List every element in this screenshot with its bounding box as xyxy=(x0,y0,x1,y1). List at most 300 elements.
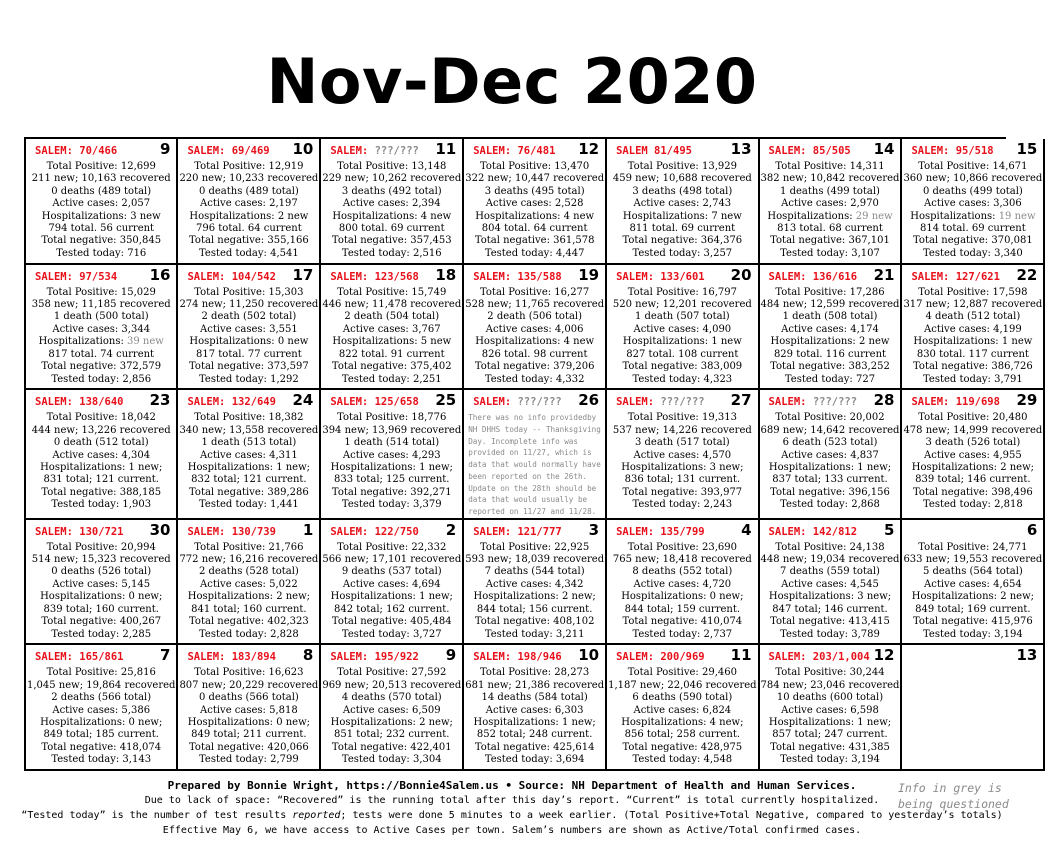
day-cell-header xyxy=(322,267,461,287)
day-cell xyxy=(26,645,178,771)
stat-line: Tested today: 3,304 xyxy=(341,754,442,766)
salem-cases: SALEM: ???/??? xyxy=(616,396,705,409)
day-number: 23 xyxy=(149,391,171,410)
salem-cases: SALEM: 121/777 xyxy=(473,525,562,538)
day-number: 16 xyxy=(149,265,171,284)
page-title: Nov-Dec 2020 xyxy=(266,45,758,118)
stat-line: Total negative: 370,081 xyxy=(913,235,1033,247)
day-cell xyxy=(464,139,607,265)
stat-line: Hospitalizations: 4 new xyxy=(475,336,595,348)
questioned-value: 19 new xyxy=(998,210,1036,222)
day-number: 15 xyxy=(1016,140,1038,158)
day-cell xyxy=(321,390,464,519)
stat-line: 340 new; 13,558 recovered xyxy=(179,424,319,436)
salem-cases: SALEM: 122/750 xyxy=(330,525,419,538)
stat-line: 827 total. 108 current xyxy=(626,348,739,360)
stat-line: Total Positive: 19,313 xyxy=(627,412,737,424)
stat-line: Tested today: 3,211 xyxy=(484,628,585,640)
stat-line: Active cases: 5,145 xyxy=(52,578,151,590)
stat-line: Total negative: 413,415 xyxy=(770,616,890,628)
day-cell-header xyxy=(465,267,604,287)
stat-line: 7 deaths (559 total) xyxy=(780,566,880,578)
stat-line: Hospitalizations: 0 new; xyxy=(187,716,311,728)
day-stats xyxy=(761,287,900,386)
day-cell-header xyxy=(608,647,756,667)
stat-line: 849 total; 211 current. xyxy=(191,729,307,741)
stat-line: 852 total; 248 current. xyxy=(476,729,593,741)
stat-line: Total Positive: 27,592 xyxy=(337,667,447,679)
salem-cases: SALEM: 138/640 xyxy=(35,396,124,409)
questioned-value: 39 new xyxy=(127,336,164,348)
stat-line: 813 total. 68 current xyxy=(777,223,883,235)
day-stats xyxy=(465,667,604,766)
stat-line: Active cases: 4,720 xyxy=(633,578,732,590)
day-cell xyxy=(760,520,903,646)
stat-line: Hospitalizations: 7 new xyxy=(622,210,742,222)
stat-line: Tested today: 2,828 xyxy=(199,628,299,640)
stat-line: 274 new; 11,250 recovered xyxy=(179,299,319,311)
calendar-grid xyxy=(24,137,1043,771)
day-number: 6 xyxy=(1026,520,1038,539)
stat-line: Tested today: 2,856 xyxy=(51,373,152,385)
stat-line: Total Positive: 15,749 xyxy=(337,286,447,298)
day-stats xyxy=(903,412,1042,511)
day-cell-header xyxy=(322,522,461,542)
day-cell xyxy=(178,520,321,646)
stat-line: 0 death (512 total) xyxy=(53,437,149,449)
day-cell-header xyxy=(465,647,604,667)
stat-line: Hospitalizations: 29 new xyxy=(767,210,893,222)
stat-line: 229 new; 10,262 recovered xyxy=(322,173,462,185)
salem-cases: SALEM: 70/466 xyxy=(35,145,118,157)
stat-line: 6 death (523 total) xyxy=(782,437,878,449)
stat-line: Total Positive: 15,029 xyxy=(46,286,156,298)
stat-line: Active cases: 4,311 xyxy=(200,449,298,461)
stat-line: 537 new; 14,226 recovered xyxy=(612,424,752,436)
stat-line: Active cases: 4,570 xyxy=(633,449,732,461)
stat-line: Hospitalizations: 4 new xyxy=(332,210,452,222)
stat-line: Tested today: 4,541 xyxy=(199,247,299,259)
stat-line: Tested today: 4,332 xyxy=(484,373,585,385)
stat-line: 448 new; 19,034 recovered xyxy=(760,554,900,566)
stat-line: 220 new; 10,233 recovered xyxy=(179,173,319,185)
day-stats xyxy=(608,542,756,641)
day-number: 12 xyxy=(873,646,895,665)
day-cell-header xyxy=(761,647,900,667)
stat-line: Active cases: 4,837 xyxy=(781,449,879,461)
stat-line: Hospitalizations: 3 new; xyxy=(768,591,892,603)
stat-line: Hospitalizations: 1 new; xyxy=(40,461,163,473)
stat-line: Tested today: 727 xyxy=(784,373,876,385)
day-stats xyxy=(27,667,175,766)
stat-line: Active cases: 4,199 xyxy=(924,323,1022,335)
stat-line: Tested today: 4,548 xyxy=(632,754,733,766)
day-cell xyxy=(464,265,607,391)
stat-line: 842 total; 162 current. xyxy=(334,603,450,615)
stat-line: Tested today: 2,868 xyxy=(780,499,880,511)
stat-line: Active cases: 5,022 xyxy=(200,578,298,590)
stat-line: Total negative: 428,975 xyxy=(622,741,743,753)
stat-line: 839 total; 146 current. xyxy=(915,474,1031,486)
day-cell xyxy=(178,390,321,519)
day-number: 1 xyxy=(302,520,314,539)
stat-line: 0 deaths (489 total) xyxy=(51,185,152,197)
stat-line: Total negative: 364,376 xyxy=(622,235,743,247)
questioned-value: 29 new xyxy=(855,210,893,222)
stat-line: Hospitalizations: 1 new xyxy=(622,336,742,348)
day-cell xyxy=(760,265,903,391)
stat-line: Tested today: 2,285 xyxy=(51,628,152,640)
stat-line: Hospitalizations: 5 new xyxy=(332,336,452,348)
stat-line: Total negative: 400,267 xyxy=(41,616,162,628)
day-stats xyxy=(179,667,318,766)
day-number: 12 xyxy=(578,140,600,158)
stat-line: Tested today: 2,799 xyxy=(199,754,299,766)
day-cell xyxy=(26,520,178,646)
salem-cases: SALEM: 203/1,004 xyxy=(768,651,870,664)
stat-line: Active cases: 5,386 xyxy=(52,704,151,716)
day-cell-header xyxy=(608,141,756,161)
stat-line: Total Positive: 17,286 xyxy=(775,286,885,298)
day-cell-header xyxy=(761,392,900,412)
salem-cases: SALEM: 142/812 xyxy=(768,525,858,538)
stat-line: Total Positive: 30,244 xyxy=(775,667,885,679)
stat-line: Total Positive: 24,138 xyxy=(775,541,885,553)
day-stats xyxy=(465,161,604,260)
grey-info-note: Info in grey is being questioned xyxy=(898,781,1009,811)
stat-line: 829 total. 116 current xyxy=(773,348,887,360)
stat-line: Total negative: 373,597 xyxy=(189,361,309,373)
stat-line: Hospitalizations: 2 new; xyxy=(330,716,453,728)
stat-line: 322 new; 10,447 recovered xyxy=(465,173,605,185)
stat-line: Hospitalizations: 3 new; xyxy=(621,461,744,473)
stat-line: Active cases: 4,293 xyxy=(342,449,441,461)
stat-line: Total Positive: 12,699 xyxy=(46,161,156,172)
day-cell-header xyxy=(322,392,461,412)
stat-line: 0 deaths (499 total) xyxy=(922,185,1023,197)
stat-line: Total Positive: 13,148 xyxy=(337,161,447,172)
salem-cases: SALEM: 136/616 xyxy=(768,270,858,283)
day-stats xyxy=(27,412,175,511)
day-cell-header xyxy=(27,267,175,287)
stat-line: Total negative: 367,101 xyxy=(770,235,890,247)
day-cell-header xyxy=(465,392,604,412)
day-cell xyxy=(464,520,607,646)
stat-line: Tested today: 2,251 xyxy=(341,373,442,385)
stat-line: Hospitalizations: 0 new; xyxy=(40,591,163,603)
stat-line: Active cases: 4,090 xyxy=(633,323,732,335)
stat-line: 832 total; 121 current. xyxy=(191,474,307,486)
stat-line: Total Positive: 16,797 xyxy=(627,286,737,298)
stat-line: Total negative: 398,496 xyxy=(913,486,1033,498)
footer xyxy=(0,778,1024,838)
stat-line: 851 total; 232 current. xyxy=(334,729,450,741)
day-cell xyxy=(902,139,1045,265)
stat-line: 593 new; 18,039 recovered xyxy=(465,554,605,566)
day-stats xyxy=(322,542,461,641)
day-number: 21 xyxy=(873,265,895,284)
day-cell-header xyxy=(322,647,461,667)
stat-line: Tested today: 3,791 xyxy=(923,373,1023,385)
day-cell xyxy=(760,390,903,519)
day-cell xyxy=(607,390,759,519)
stat-line: 811 total. 69 current xyxy=(629,223,736,235)
day-cell-header xyxy=(179,647,318,667)
salem-cases: SALEM 81/495 xyxy=(616,145,692,157)
stat-line: 807 new; 20,229 recovered xyxy=(179,679,319,691)
stat-line: 211 new; 10,163 recovered xyxy=(31,173,171,185)
stat-line: Total negative: 396,156 xyxy=(770,486,890,498)
stat-line: 2 death (506 total) xyxy=(487,311,583,323)
day-stats xyxy=(761,667,900,766)
stat-line: Hospitalizations: 2 new; xyxy=(911,461,1035,473)
stat-line: Active cases: 2,528 xyxy=(485,198,584,210)
day-cell-header xyxy=(27,392,175,412)
stat-line: 969 new; 20,513 recovered xyxy=(322,679,462,691)
stat-line: Hospitalizations: 1 new; xyxy=(330,461,453,473)
stat-line: 459 new; 10,688 recovered xyxy=(612,173,752,185)
day-cell-header xyxy=(903,392,1042,412)
stat-line: 830 total. 117 current xyxy=(916,348,1029,360)
day-cell xyxy=(902,520,1045,646)
salem-cases-unknown: ???/??? xyxy=(812,396,858,409)
day-cell xyxy=(760,139,903,265)
stat-line: Active cases: 3,344 xyxy=(52,323,151,335)
day-number: 10 xyxy=(292,140,314,158)
salem-cases: SALEM: 132/649 xyxy=(187,396,276,409)
day-stats xyxy=(608,412,756,511)
stat-line: 804 total. 64 current xyxy=(481,223,588,235)
stat-line: 1,045 new; 19,864 recovered xyxy=(27,679,176,691)
day-cell-header xyxy=(465,141,604,161)
stat-line: 5 deaths (564 total) xyxy=(922,566,1023,578)
stat-line: 796 total. 64 current xyxy=(196,223,302,235)
stat-line: 784 new; 23,046 recovered xyxy=(760,679,900,691)
stat-line: 1 death (513 total) xyxy=(201,437,297,449)
stat-line: Total Positive: 22,925 xyxy=(480,541,590,553)
stat-line: 484 new; 12,599 recovered xyxy=(760,299,900,311)
day-cell-header xyxy=(608,267,756,287)
salem-cases: SALEM: 125/658 xyxy=(330,396,419,409)
footer-recovered-note: Due to lack of space: “Recovered” is the running total after this day’s report. “Current” is total currently hospitalized. xyxy=(144,795,880,806)
stat-line: 3 deaths (492 total) xyxy=(341,185,442,197)
stat-line: Total negative: 388,185 xyxy=(41,486,162,498)
salem-cases: SALEM: 123/568 xyxy=(330,270,419,283)
day-number: 24 xyxy=(292,391,314,410)
stat-line: Tested today: 2,818 xyxy=(923,499,1023,511)
no-data-note: There was no info providedby NH DHHS today -- Thanksgiving Day. Incomplete info was provided on 11/27, which is data that would normally have been reported on the 26th. Update on the 28th should be data that would usually be reported on 11/27 and 11/28. xyxy=(468,413,601,516)
day-cell xyxy=(321,520,464,646)
stat-line: Hospitalizations: 2 new xyxy=(189,210,309,222)
stat-line: Total negative: 383,252 xyxy=(770,361,890,373)
day-number: 9 xyxy=(160,140,171,158)
stat-line: Total negative: 357,453 xyxy=(331,235,452,247)
stat-line: Tested today: 3,694 xyxy=(484,754,585,766)
day-cell xyxy=(26,390,178,519)
stat-line: Tested today: 3,143 xyxy=(51,754,152,766)
day-number: 2 xyxy=(445,520,457,539)
stat-line: Total Positive: 29,460 xyxy=(627,667,737,679)
salem-cases: SALEM: 198/946 xyxy=(473,651,562,664)
stat-line: Total negative: 379,206 xyxy=(474,361,595,373)
stat-line: Active cases: 4,545 xyxy=(781,578,879,590)
stat-line: Active cases: 6,598 xyxy=(781,704,879,716)
footer-active-note: Effective May 6, we have access to Active Cases per town. Salem’s numbers are shown as Active/Total confirmed cases. xyxy=(162,825,862,836)
stat-line: Total negative: 402,323 xyxy=(189,616,309,628)
stat-line: 2 death (504 total) xyxy=(344,311,440,323)
stat-line: Total negative: 418,074 xyxy=(41,741,162,753)
stat-line: 794 total. 56 current xyxy=(48,223,155,235)
stat-line: Total negative: 410,074 xyxy=(622,616,743,628)
day-number: 10 xyxy=(578,646,600,665)
stat-line: 772 new; 16,216 recovered xyxy=(179,554,319,566)
stat-line: 822 total. 91 current xyxy=(338,348,445,360)
day-stats xyxy=(27,542,175,641)
salem-cases: SALEM: 127/621 xyxy=(911,270,1000,283)
day-cell xyxy=(607,265,759,391)
stat-line: Hospitalizations: 1 new; xyxy=(473,716,596,728)
day-cell-header xyxy=(179,267,318,287)
salem-cases: SALEM: ???/??? xyxy=(768,396,858,409)
stat-line: 856 total; 258 current. xyxy=(624,729,741,741)
day-cell xyxy=(178,265,321,391)
day-number: 30 xyxy=(149,520,171,539)
stat-line: Tested today: 3,107 xyxy=(780,247,880,259)
stat-line: Total Positive: 14,671 xyxy=(918,161,1028,172)
day-number: 25 xyxy=(435,391,457,410)
day-stats xyxy=(903,161,1042,260)
stat-line: 857 total; 247 current. xyxy=(772,729,888,741)
stat-line: 689 new; 14,642 recovered xyxy=(760,424,900,436)
day-number: 8 xyxy=(302,646,314,665)
stat-line: Total Positive: 28,273 xyxy=(480,667,590,679)
salem-cases: SALEM: 130/721 xyxy=(35,525,124,538)
stat-line: Hospitalizations: 0 new; xyxy=(40,716,163,728)
stat-line: 1 death (508 total) xyxy=(782,311,878,323)
stat-line: Total negative: 420,066 xyxy=(189,741,309,753)
stat-line: Active cases: 3,306 xyxy=(924,198,1022,210)
day-stats xyxy=(322,412,461,511)
day-cell-header xyxy=(27,522,175,542)
stat-line: Hospitalizations: 4 new; xyxy=(621,716,744,728)
stat-line: 831 total; 121 current. xyxy=(43,474,159,486)
stat-line: Hospitalizations: 2 new; xyxy=(187,591,311,603)
day-cell-header xyxy=(179,392,318,412)
day-cell-header xyxy=(608,392,756,412)
stat-line: 3 deaths (495 total) xyxy=(484,185,585,197)
day-cell xyxy=(902,390,1045,519)
stat-line: Tested today: 3,727 xyxy=(341,628,442,640)
stat-line: 800 total. 69 current xyxy=(338,223,445,235)
day-number: 22 xyxy=(1016,265,1038,284)
day-cell xyxy=(607,520,759,646)
stat-line: Active cases: 4,174 xyxy=(781,323,879,335)
stat-line: 833 total; 125 current. xyxy=(334,474,450,486)
day-cell xyxy=(321,265,464,391)
day-number: 9 xyxy=(445,646,457,665)
day-stats xyxy=(322,161,461,260)
day-cell xyxy=(760,645,903,771)
day-cell xyxy=(902,645,1045,771)
day-stats xyxy=(761,161,900,260)
stat-line: Total Positive: 20,994 xyxy=(46,541,156,553)
stat-line: Total Positive: 20,480 xyxy=(918,412,1028,424)
stat-line: 3 deaths (498 total) xyxy=(632,185,733,197)
stat-line: 0 deaths (489 total) xyxy=(198,185,299,197)
stat-line: Total negative: 415,976 xyxy=(913,616,1033,628)
stat-line: Total negative: 393,977 xyxy=(622,486,743,498)
day-number: 4 xyxy=(741,520,752,539)
stat-line: Active cases: 4,304 xyxy=(52,449,151,461)
day-cell-header xyxy=(761,267,900,287)
footer-credit: Prepared by Bonnie Wright, https://Bonnie4Salem.us • Source: NH Department of Health and Human Services. xyxy=(167,779,857,792)
stat-line: 566 new; 17,101 recovered xyxy=(322,554,462,566)
stat-line: 317 new; 12,887 recovered xyxy=(903,299,1043,311)
salem-cases: SALEM: 183/894 xyxy=(187,651,276,664)
stat-line: Tested today: 716 xyxy=(56,247,147,259)
stat-line: Hospitalizations: 3 new xyxy=(41,210,161,222)
day-cell-header xyxy=(903,647,1042,667)
stat-line: Active cases: 2,743 xyxy=(633,198,732,210)
day-stats xyxy=(608,161,756,260)
stat-line: Total Positive: 24,771 xyxy=(918,541,1028,553)
salem-cases: SALEM: ???/??? xyxy=(330,145,419,157)
stat-line: Active cases: 4,006 xyxy=(485,323,584,335)
stat-line: 10 deaths (600 total) xyxy=(776,692,884,704)
stat-line: 817 total. 77 current xyxy=(196,348,302,360)
stat-line: 8 deaths (552 total) xyxy=(632,566,733,578)
day-number: 20 xyxy=(730,265,752,284)
day-number: 29 xyxy=(1016,391,1038,410)
stat-line: Active cases: 2,970 xyxy=(781,198,879,210)
stat-line: Total negative: 425,614 xyxy=(474,741,595,753)
stat-line: Hospitalizations: 19 new xyxy=(910,210,1036,222)
day-stats xyxy=(179,412,318,511)
stat-line: Tested today: 2,737 xyxy=(632,628,733,640)
day-stats xyxy=(27,287,175,386)
stat-line: Active cases: 3,767 xyxy=(342,323,441,335)
day-stats xyxy=(465,542,604,641)
day-cell xyxy=(464,645,607,771)
day-number: 14 xyxy=(873,140,895,158)
stat-line: Active cases: 6,509 xyxy=(342,704,441,716)
day-cell xyxy=(902,265,1045,391)
day-cell xyxy=(607,645,759,771)
stat-line: Hospitalizations: 1 new; xyxy=(187,461,311,473)
day-number: 5 xyxy=(884,520,895,539)
stat-line: Total Positive: 12,919 xyxy=(194,161,304,172)
day-stats xyxy=(903,542,1042,641)
salem-cases: SALEM: 165/861 xyxy=(35,651,124,664)
stat-line: 520 new; 12,201 recovered xyxy=(612,299,752,311)
stat-line: Total negative: 372,579 xyxy=(41,361,162,373)
day-cell xyxy=(464,390,607,519)
day-cell-header xyxy=(27,647,175,667)
day-number: 17 xyxy=(292,265,314,284)
stat-line: 847 total; 146 current. xyxy=(772,603,888,615)
salem-cases: SALEM: 200/969 xyxy=(616,651,705,664)
stat-line: 0 deaths (526 total) xyxy=(51,566,152,578)
salem-cases: SALEM: 133/601 xyxy=(616,270,705,283)
day-number: 19 xyxy=(578,265,600,284)
stat-line: 4 deaths (570 total) xyxy=(341,692,442,704)
stat-line: Tested today: 1,441 xyxy=(199,499,299,511)
stat-line: Total Positive: 15,303 xyxy=(194,286,304,298)
day-cell xyxy=(321,139,464,265)
stat-line: 681 new; 21,386 recovered xyxy=(465,679,605,691)
stat-line: Total Positive: 20,002 xyxy=(775,412,885,424)
stat-line: Total negative: 408,102 xyxy=(474,616,595,628)
